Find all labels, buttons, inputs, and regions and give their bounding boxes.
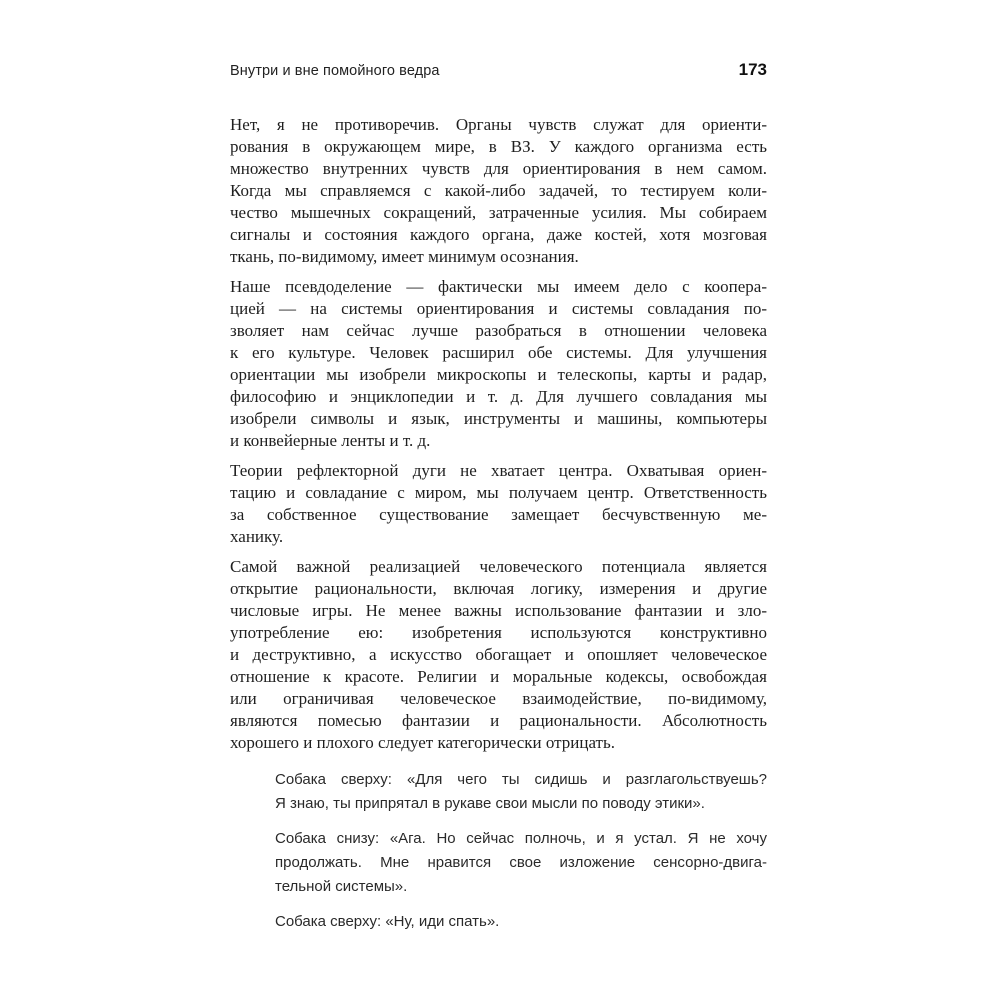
text-line: Наше псевдоделение — фактически мы имеем дело с коопера-	[230, 277, 767, 296]
text-line: Когда мы справляемся с какой-либо задачей, то тестируем коли-	[230, 181, 767, 200]
text-line: употребление ею: изобретения используются конструктивно	[230, 623, 767, 642]
text-line: отношение к красоте. Религии и моральные кодексы, освобождая	[230, 667, 767, 686]
text-line: числовые игры. Не менее важны использование фантазии и зло-	[230, 601, 767, 620]
running-head: Внутри и вне помойного ведра	[230, 63, 440, 79]
body-paragraph	[230, 460, 767, 548]
text-line: являются помесью фантазии и рациональности. Абсолютность	[230, 711, 767, 730]
page-number: 173	[738, 60, 767, 79]
body-paragraph	[230, 276, 767, 452]
text-line: Теории рефлекторной дуги не хватает центра. Охватывая ориен-	[230, 461, 767, 480]
text-line: философию и энциклопедии и т. д. Для лучшего совладания мы	[230, 387, 767, 406]
text-line: рования в окружающем мире, в ВЗ. У каждого организма есть	[230, 137, 767, 156]
text-line: Нет, я не противоречив. Органы чувств служат для ориенти-	[230, 115, 767, 134]
text-line: чество мышечных сокращений, затраченные усилия. Мы собираем	[230, 203, 767, 222]
text-line: за собственное существование замещает бесчувственную ме-	[230, 505, 767, 524]
text-line: открытие рациональности, включая логику, измерения и другие	[230, 579, 767, 598]
text-line: цией — на системы ориентирования и системы совладания по-	[230, 299, 767, 318]
text-line: множество внутренних чувств для ориентирования в нем самом.	[230, 159, 767, 178]
dialog-paragraph	[275, 910, 767, 934]
text-line: хорошего и плохого следует категорически отрицать.	[230, 733, 615, 752]
text-line: Я знаю, ты припрятал в рукаве свои мысли по поводу этики».	[275, 795, 705, 812]
text-line: зволяет нам сейчас лучше разобраться в отношении человека	[230, 321, 767, 340]
text-line: сигналы и состояния каждого органа, даже костей, хотя мозговая	[230, 225, 767, 244]
text-block	[230, 114, 767, 945]
text-line: и деструктивно, а искусство обогащает и опошляет человеческое	[230, 645, 767, 664]
text-line: ориентации мы изобрели микроскопы и телескопы, карты и радар,	[230, 365, 767, 384]
text-line: Собака снизу: «Ага. Но сейчас полночь, и я устал. Я не хочу	[275, 830, 767, 847]
text-line: тацию и совладание с миром, мы получаем центр. Ответственность	[230, 483, 767, 502]
text-line: Собака сверху: «Ну, иди спать».	[275, 913, 500, 930]
text-line: ханику.	[230, 527, 284, 546]
dialog-paragraph	[275, 827, 767, 899]
text-line: продолжать. Мне нравится свое изложение сенсорно-двига-	[275, 854, 767, 871]
text-line: или ограничивая человеческое взаимодействие, по-видимому,	[230, 689, 767, 708]
body-paragraph	[230, 556, 767, 754]
text-line: изобрели символы и язык, инструменты и машины, компьютеры	[230, 409, 767, 428]
page-header	[230, 60, 767, 80]
text-line: ткань, по-видимому, имеет минимум осознания.	[230, 247, 579, 266]
body-paragraph	[230, 114, 767, 268]
text-line: к его культуре. Человек расширил обе системы. Для улучшения	[230, 343, 767, 362]
text-line: Самой важной реализацией человеческого потенциала является	[230, 557, 767, 576]
text-line: тельной системы».	[275, 878, 408, 895]
text-line: Собака сверху: «Для чего ты сидишь и разглагольствуешь?	[275, 771, 767, 788]
dialog-paragraph	[275, 768, 767, 816]
text-line: и конвейерные ленты и т. д.	[230, 431, 431, 450]
